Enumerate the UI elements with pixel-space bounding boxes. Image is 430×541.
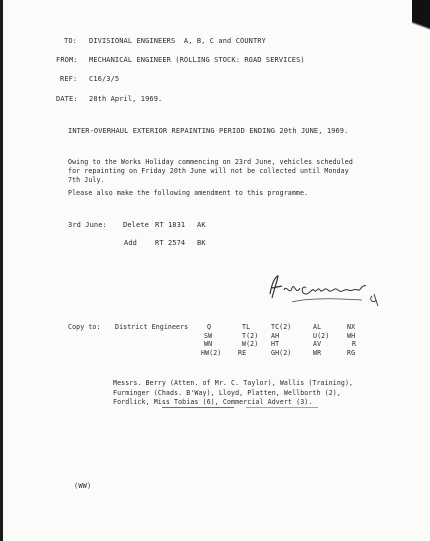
copy-cell: TL [242, 323, 251, 331]
signature-image [262, 270, 382, 310]
copy-cell: Q [207, 323, 212, 331]
ref-value: C16/3/5 [89, 75, 120, 83]
copy-cell: WN [204, 340, 213, 348]
to-label: TO: [64, 37, 77, 45]
copy-cell: AH [271, 332, 280, 340]
amendment-add-vehicle: RT 2574 [155, 239, 186, 247]
messrs-line-1: Messrs. Berry (Atten. of Mr. C. Taylor), Wallis (Training), [113, 379, 354, 387]
copy-cell: HT [271, 340, 280, 348]
amendment-delete-vehicle: RT 1831 [155, 221, 186, 229]
scan-corner-shadow [412, 0, 430, 44]
amendment-date: 3rd June: [68, 221, 107, 229]
date-value: 28th April, 1969. [89, 95, 163, 103]
amendment-delete-garage: AK [197, 221, 206, 229]
from-label: FROM: [56, 56, 78, 64]
copy-cell: WR [313, 349, 322, 357]
footer-reference: (WW) [74, 482, 92, 490]
body-paragraph-line-1: Owing to the Works Holiday commencing on 23rd June, vehicles scheduled [68, 158, 353, 166]
copy-to-group: District Engineers [115, 323, 189, 331]
from-value: MECHANICAL ENGINEER (ROLLING STOCK: ROAD SERVICES) [89, 56, 305, 64]
body-paragraph-2: Please also make the following amendment to this programme. [68, 189, 309, 197]
body-paragraph-line-3: 7th July. [68, 176, 105, 184]
copy-cell: WH [347, 332, 356, 340]
date-label: DATE: [56, 95, 78, 103]
copy-cell: RG [347, 349, 356, 357]
ref-label: REF: [60, 75, 78, 83]
messrs-line-2: Furminger (Chads. B'Way), Lloyd, Platten, Wellborth (2), [113, 389, 341, 397]
amendment-add-garage: BK [197, 239, 206, 247]
subject-line: INTER-OVERHAUL EXTERIOR REPAINTING PERIOD ENDING 20th JUNE, 1969. [68, 127, 349, 135]
to-value: DIVISIONAL ENGINEERS A, B, C and COUNTRY [89, 37, 266, 45]
copy-to-label: Copy to: [68, 323, 101, 331]
highlight-underline-commercial-advert [246, 407, 318, 408]
messrs-line-3: Fordlick, Miss Tobias (6), Commercial Advert (3). [113, 398, 313, 406]
highlight-underline-miss-tobias [162, 407, 234, 408]
copy-cell: TC(2) [271, 323, 292, 331]
copy-cell: U(2) [313, 332, 330, 340]
copy-cell: AL [313, 323, 322, 331]
copy-cell: W(2) [242, 340, 259, 348]
amendment-delete-label: Delete [123, 221, 149, 229]
body-paragraph-line-2: for repainting on Friday 20th June will not be collected until Monday [68, 167, 349, 175]
copy-cell: GH(2) [271, 349, 292, 357]
copy-cell: AV [313, 340, 322, 348]
amendment-add-label: Add [124, 239, 137, 247]
copy-cell: R [352, 340, 357, 348]
scan-left-edge [0, 0, 3, 541]
copy-cell: HW(2) [201, 349, 222, 357]
copy-cell: NX [347, 323, 356, 331]
copy-cell: RE [238, 349, 247, 357]
copy-cell: SW [204, 332, 213, 340]
copy-cell: T(2) [242, 332, 259, 340]
